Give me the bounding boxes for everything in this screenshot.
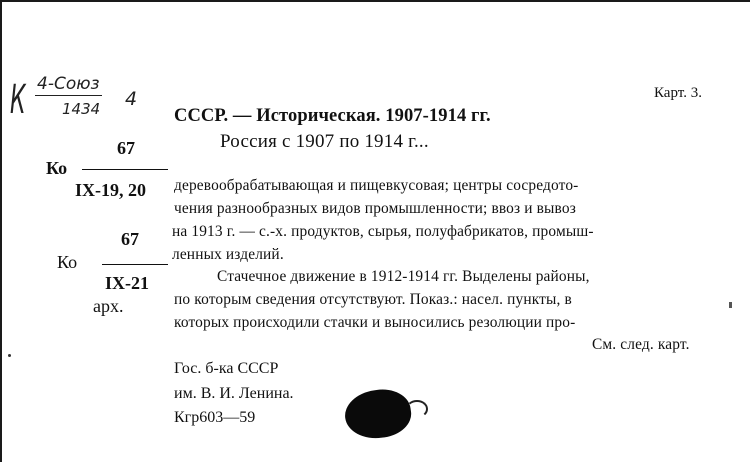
stamp-line-1: Гос. б-ка СССР: [174, 360, 279, 377]
handwritten-top: 4-Союз: [37, 74, 100, 94]
stray-mark: [8, 354, 11, 357]
call-number-2-bottom: IX-21: [105, 273, 149, 293]
handwritten-suffix: 4: [125, 88, 138, 110]
body-line-5: Стачечное движение в 1912-1914 гг. Выделены районы,: [217, 268, 590, 285]
body-line-7: которых происходили стачки и выносились резолюции про-: [174, 314, 576, 331]
body-line-6: по которым сведения отсутствуют. Показ.: насел. пункты, в: [174, 291, 572, 308]
card-title: СССР. — Историческая. 1907-1914 гг.: [174, 106, 491, 126]
ink-blot-edge: [406, 400, 428, 418]
call-number-1-bottom: IX-19, 20: [75, 180, 146, 200]
body-line-1: деревообрабатывающая и пищевкусовая; центры сосредото-: [174, 177, 579, 194]
body-line-8: См. след. карт.: [592, 336, 690, 353]
call-number-2-top: 67: [121, 229, 139, 249]
stamp-line-2: им. В. И. Ленина.: [174, 385, 294, 402]
card-number: Карт. 3.: [654, 85, 702, 101]
body-line-4: ленных изделий.: [172, 246, 284, 263]
ink-blot: [342, 386, 414, 443]
call-number-1-top: 67: [117, 138, 135, 158]
call-number-2-prefix: Ко: [57, 252, 78, 272]
card-subtitle: Россия с 1907 по 1914 г...: [220, 131, 429, 152]
body-line-3: на 1913 г. — с.-х. продуктов, сырья, полуфабрикатов, промыш-: [172, 223, 594, 240]
edge-mark: [729, 302, 732, 308]
stamp-line-3: Кгр603—59: [174, 409, 256, 426]
call-number-2-rule: [102, 264, 168, 265]
handwritten-letter: К: [10, 77, 26, 123]
call-number-1-rule: [82, 169, 168, 170]
call-number-1-prefix: Ко: [46, 158, 68, 178]
body-line-2: чения разнообразных видов промышленности; ввоз и вывоз: [174, 200, 576, 217]
call-number-2-note: арх.: [93, 296, 124, 316]
handwritten-bottom: 1434: [62, 100, 101, 118]
